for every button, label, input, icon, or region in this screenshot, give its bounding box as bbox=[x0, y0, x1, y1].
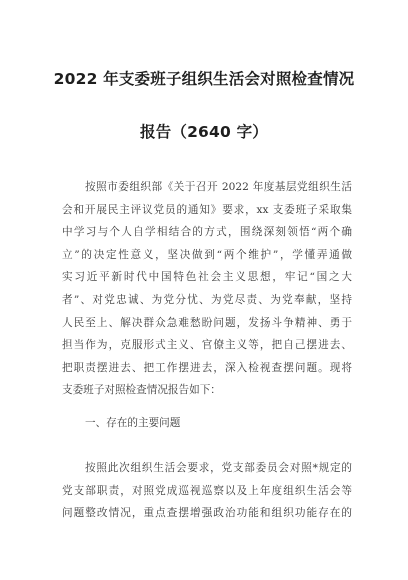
paragraph-line: 按照市委组织部《关于召开 2022 年度基层党组织生活 bbox=[85, 181, 352, 193]
paragraph-line: 问题整改情况，重点查摆增强政治功能和组织功能存在的 bbox=[62, 507, 352, 520]
paragraph-line: 按照此次组织生活会要求，党支部委员会对照*规定的 bbox=[85, 462, 352, 474]
paragraph-line: 支委班子对照检查情况报告如下： bbox=[62, 384, 221, 397]
section-heading bbox=[62, 412, 352, 435]
paragraph-intro bbox=[62, 176, 352, 402]
paragraph-line: 把职责摆进去、把工作摆进去，深入检视查摆问题。现将 bbox=[62, 361, 352, 374]
paragraph-line: 立”的决定性意义，坚决做到“两个维护”，学懂弄通做 bbox=[62, 248, 352, 261]
paragraph-line: 担当作为，克服形式主义、官僚主义等，把自己摆进去、 bbox=[62, 339, 352, 352]
document-title: 2022 年支委班子组织生活会对照检查情况 bbox=[53, 70, 355, 88]
section-heading-text: 一、存在的主要问题 bbox=[85, 417, 181, 429]
document-subtitle: 报告（2640 字） bbox=[139, 123, 269, 141]
paragraph-issues bbox=[62, 457, 352, 525]
paragraph-line: 者”、对党忠诚、为党分忧、为党尽责、为党奉献，坚持 bbox=[62, 293, 352, 306]
paragraph-line: 人民至上、解决群众急难愁盼问题，发扬斗争精神、勇于 bbox=[62, 316, 352, 329]
paragraph-line: 中学习与个人自学相结合的方式，围绕深刻领悟“两个确 bbox=[62, 226, 352, 239]
paragraph-line: 会和开展民主评议党员的通知》要求，xx 支委班子采取集 bbox=[62, 203, 352, 216]
paragraph-line: 党支部职责，对照党成巡视巡察以及上年度组织生活会等 bbox=[62, 484, 352, 497]
paragraph-line: 实习近平新时代中国特色社会主义思想，牢记“国之大 bbox=[62, 271, 352, 284]
